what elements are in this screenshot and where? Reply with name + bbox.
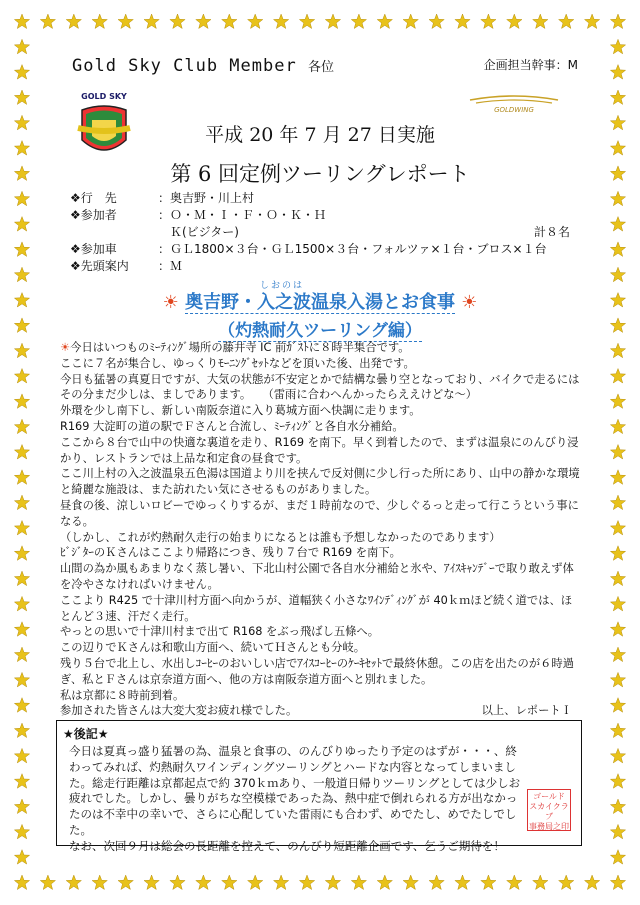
postscript-title: ★後記★ bbox=[63, 727, 109, 741]
star-icon bbox=[610, 850, 625, 864]
star-icon bbox=[610, 166, 625, 181]
star-icon bbox=[196, 14, 211, 29]
star-icon bbox=[610, 90, 625, 104]
star-icon bbox=[610, 799, 625, 814]
club-heading bbox=[72, 56, 334, 76]
star-icon bbox=[14, 394, 29, 408]
star-icon bbox=[14, 596, 29, 611]
star-icon bbox=[14, 14, 29, 29]
star-icon bbox=[610, 824, 625, 838]
star-icon bbox=[533, 14, 548, 29]
star-icon bbox=[507, 875, 522, 890]
sun-icon: ☀ bbox=[60, 341, 71, 354]
goldwing-logo bbox=[466, 94, 562, 114]
destination-row: ❖行 先 ：奥吉野・川上村 bbox=[70, 191, 255, 205]
star-icon bbox=[610, 470, 625, 485]
star-icon bbox=[610, 343, 625, 358]
star-icon bbox=[299, 14, 314, 29]
star-icon bbox=[455, 14, 470, 29]
star-icon bbox=[14, 445, 29, 460]
postscript-text: 今日は夏真っ盛り猛暑の為、温泉と食事の、のんびりゆったり予定のはずが・・・、終わってみれば、灼熱耐久ワインディングツーリングとハードな内容となってしまいました。総走行距離は京都起点で約 370ｋｍあり、一般道日帰りツーリングとしては少しお疲れでした。しかし、曇りがちな空模様であった為、熱中症で倒れられる方が出なかったのは不幸中の幸いで、さらに心配していた雷雨にも合わず、めでたし、めでたしでした。 bbox=[69, 744, 521, 837]
paragraph: この辺りでＫさんは和歌山方面へ、続いてＨさんとも分岐。 bbox=[60, 641, 366, 655]
star-icon bbox=[610, 521, 625, 535]
star-icon bbox=[610, 369, 625, 384]
star-icon bbox=[559, 14, 574, 29]
star-icon bbox=[66, 875, 81, 890]
signoff: 以上、レポートＩ bbox=[481, 704, 572, 718]
star-icon bbox=[351, 875, 366, 890]
star-icon bbox=[170, 14, 185, 29]
star-icon bbox=[248, 875, 263, 890]
star-icon bbox=[455, 875, 470, 890]
star-icon bbox=[610, 242, 625, 257]
star-icon bbox=[14, 672, 29, 687]
star-icon bbox=[610, 65, 625, 80]
star-icon bbox=[610, 546, 625, 561]
star-icon bbox=[14, 850, 29, 864]
star-icon bbox=[610, 698, 625, 713]
star-icon bbox=[14, 267, 29, 282]
paragraph: R169 大淀町の道の駅でＦさんと合流し、ﾐｰﾃｨﾝｸﾞと各自水分補給。 bbox=[60, 419, 404, 433]
paragraph: 昼食の後、涼しいロビーでゆっくりするが、まだ１時前なので、少しぐるっと走って行こうという事になる。 bbox=[60, 498, 579, 528]
star-icon bbox=[14, 141, 29, 156]
star-icon bbox=[14, 242, 29, 257]
star-icon bbox=[144, 875, 159, 890]
vehicles-row: ❖参加車 ：ＧＬ1800×３台・ＧＬ1500×３台・フォルツァ×１台・ブロス×１台 bbox=[70, 242, 547, 256]
event-info bbox=[70, 190, 570, 275]
star-icon bbox=[14, 495, 29, 510]
star-icon bbox=[325, 875, 340, 890]
sun-icon: ☀ bbox=[162, 292, 179, 313]
star-icon bbox=[610, 495, 625, 510]
star-icon bbox=[248, 14, 263, 29]
club-stamp: ゴールド スカイクラブ 事務局之印 bbox=[527, 789, 571, 831]
star-icon bbox=[351, 14, 366, 29]
club-name: Gold Sky Club Member bbox=[72, 56, 297, 76]
participant-total: 計８名 bbox=[533, 225, 570, 239]
star-icon bbox=[14, 343, 29, 358]
star-icon bbox=[507, 14, 522, 29]
star-icon bbox=[14, 875, 29, 890]
star-icon bbox=[585, 14, 600, 29]
paragraph: 参加された皆さんは大変大変お疲れ様でした。 以上、レポートＩ bbox=[60, 703, 580, 719]
club-suffix: 各位 bbox=[307, 60, 334, 75]
paragraph: ﾋﾞｼﾞﾀｰのＫさんはここより帰路につき、残り７台で R169 を南下。 bbox=[60, 546, 401, 560]
star-icon bbox=[481, 875, 496, 890]
paragraph: ここ川上村の入之波温泉五色湯は国道より川を挟んで反対側に少し行った所にあり、山中の静かな環境と綺麗な施設は、また訪れたい気にさせるものがありました。 bbox=[60, 467, 580, 497]
star-icon bbox=[14, 698, 29, 713]
goldwing-text: GOLDWING bbox=[494, 106, 534, 114]
star-icon bbox=[14, 65, 29, 80]
star-icon bbox=[14, 723, 29, 737]
star-icon bbox=[14, 470, 29, 485]
paragraph: 山間の為か風もあまりなく蒸し暑い、下北山村公園で各自水分補給と氷や、ｱｲｽｷｬﾝﾃﾞｰで取り敢えず体を冷やさなければいけません。 bbox=[60, 562, 574, 591]
star-icon bbox=[610, 318, 625, 333]
paragraph: ここから８台で山中の快適な裏道を走り、R169 を南下。早く到着したので、まずは温泉にのんびり浸かり、レストランでは上品な和定食の昼食です。 bbox=[60, 435, 579, 465]
star-icon bbox=[14, 166, 29, 181]
star-icon bbox=[377, 14, 392, 29]
star-icon bbox=[274, 14, 289, 29]
paragraph: （しかし、これが灼熱耐久走行の始まりになるとは誰も予想しなかったのであります） bbox=[60, 530, 501, 544]
star-icon bbox=[403, 14, 418, 29]
star-icon bbox=[40, 14, 55, 29]
paragraph: やっとの思いで十津川村まで出て R168 をぶっ飛ばし五條へ。 bbox=[60, 625, 380, 639]
star-icon bbox=[610, 875, 625, 890]
star-icon bbox=[610, 191, 625, 205]
paragraph: 私は京都に８時前到着。 bbox=[60, 688, 185, 702]
star-icon bbox=[40, 875, 55, 890]
participants-row-2: Ｋ(ビジター) bbox=[170, 225, 239, 239]
star-icon bbox=[196, 875, 211, 890]
star-icon bbox=[14, 748, 29, 763]
star-icon bbox=[610, 293, 625, 307]
star-icon bbox=[222, 875, 237, 890]
logo-text: GOLD SKY bbox=[81, 92, 127, 101]
star-icon bbox=[14, 115, 29, 130]
star-icon bbox=[610, 596, 625, 611]
banner-ruby: しおのは bbox=[260, 281, 305, 291]
paragraph: ここに７名が集合し、ゆっくりﾓｰﾆﾝｸﾞｾｯﾄなどを頂いた後、出発です。 bbox=[60, 356, 415, 370]
star-icon bbox=[14, 824, 29, 838]
sun-icon: ☀ bbox=[461, 292, 478, 313]
star-icon bbox=[66, 14, 81, 29]
report-page bbox=[50, 40, 590, 870]
star-icon bbox=[610, 217, 625, 232]
star-icon bbox=[14, 293, 29, 307]
star-icon bbox=[118, 875, 133, 890]
star-icon bbox=[170, 875, 185, 890]
banner-title: 奥吉野・入之波温泉入湯とお食事 bbox=[185, 292, 455, 313]
star-icon bbox=[222, 14, 237, 29]
star-icon bbox=[610, 445, 625, 460]
star-icon bbox=[403, 875, 418, 890]
star-icon bbox=[14, 318, 29, 333]
star-icon bbox=[14, 799, 29, 814]
star-icon bbox=[610, 672, 625, 687]
star-icon bbox=[610, 723, 625, 737]
star-icon bbox=[429, 875, 444, 890]
star-icon bbox=[14, 217, 29, 232]
trip-banner bbox=[50, 281, 590, 341]
star-icon bbox=[14, 571, 29, 586]
report-body bbox=[60, 340, 580, 719]
star-icon bbox=[299, 875, 314, 890]
star-icon bbox=[274, 875, 289, 890]
star-icon bbox=[118, 14, 133, 29]
star-icon bbox=[533, 875, 548, 890]
star-icon bbox=[14, 39, 29, 54]
participants-row: ❖参加者 ：Ｏ・Ｍ・Ｉ・Ｆ・Ｏ・Ｋ・Ｈ bbox=[70, 208, 327, 222]
star-icon bbox=[610, 267, 625, 282]
star-icon bbox=[610, 141, 625, 156]
star-icon bbox=[144, 14, 159, 29]
paragraph: ☀今日はいつものﾐｰﾃｨﾝｸﾞ場所の藤井寺 IC 前ｶﾞｽﾄに８時半集合です。 bbox=[60, 341, 410, 354]
star-icon bbox=[559, 875, 574, 890]
star-icon bbox=[610, 622, 625, 636]
star-icon bbox=[610, 748, 625, 763]
star-icon bbox=[325, 14, 340, 29]
star-icon bbox=[92, 875, 107, 890]
star-icon bbox=[610, 394, 625, 408]
star-icon bbox=[14, 774, 29, 789]
postscript-box bbox=[56, 720, 582, 853]
star-icon bbox=[14, 521, 29, 535]
star-icon bbox=[14, 191, 29, 205]
star-icon bbox=[92, 14, 107, 29]
banner-subtitle: （灼熱耐久ツーリング編） bbox=[218, 321, 422, 341]
leader-row: ❖先頭案内 ：Ｍ bbox=[70, 259, 183, 273]
event-date: 平成 20 年 7 月 27 日実施 bbox=[205, 124, 435, 146]
star-icon bbox=[481, 14, 496, 29]
star-icon bbox=[14, 419, 29, 433]
star-icon bbox=[610, 647, 625, 662]
star-icon bbox=[585, 875, 600, 890]
star-icon bbox=[14, 647, 29, 662]
paragraph: 残り５台で北上し、水出しｺｰﾋｰのおいしい店でｱｲｽｺｰﾋｰのｹｰｷｾｯﾄで最終休憩。この店を出たのが６時過ぎ、私とＦさんは京奈道方面へ、他の方は南阪奈道方面へと別れました。 bbox=[60, 656, 575, 686]
planner: 企画担当幹事：M bbox=[483, 58, 578, 72]
star-icon bbox=[610, 571, 625, 586]
postscript-next: なお、次回９月は総会の長距離を控えて、のんびり短距離企画です、乞うご期待を！ bbox=[69, 838, 505, 853]
star-icon bbox=[610, 774, 625, 789]
paragraph: 外環を少し南下し、新しい南阪奈道に入り葛城方面へ快調に走ります。 bbox=[60, 404, 421, 418]
paragraph: ここより R425 で十津川村方面へ向かうが、道幅狭く小さなﾜｲﾝﾃﾞｨﾝｸﾞが 40ｋｍほど続く道では、ほとんど３速、汗だく走行。 bbox=[60, 593, 573, 623]
star-icon bbox=[14, 90, 29, 104]
star-icon bbox=[377, 875, 392, 890]
star-icon bbox=[610, 39, 625, 54]
report-title: 第 6 回定例ツーリングレポート bbox=[170, 162, 470, 186]
star-icon bbox=[610, 419, 625, 433]
paragraph: 今日も猛暑の真夏日ですが、大気の状態が不安定とかで結構な曇り空となっており、バイクで走るにはその分まだ少しは、ましであります。 （雷雨に合わへんかったらええけどな～） bbox=[60, 372, 580, 402]
star-icon bbox=[429, 14, 444, 29]
star-icon bbox=[610, 14, 625, 29]
star-icon bbox=[610, 115, 625, 130]
star-icon bbox=[14, 622, 29, 636]
star-icon bbox=[14, 369, 29, 384]
star-icon bbox=[14, 546, 29, 561]
